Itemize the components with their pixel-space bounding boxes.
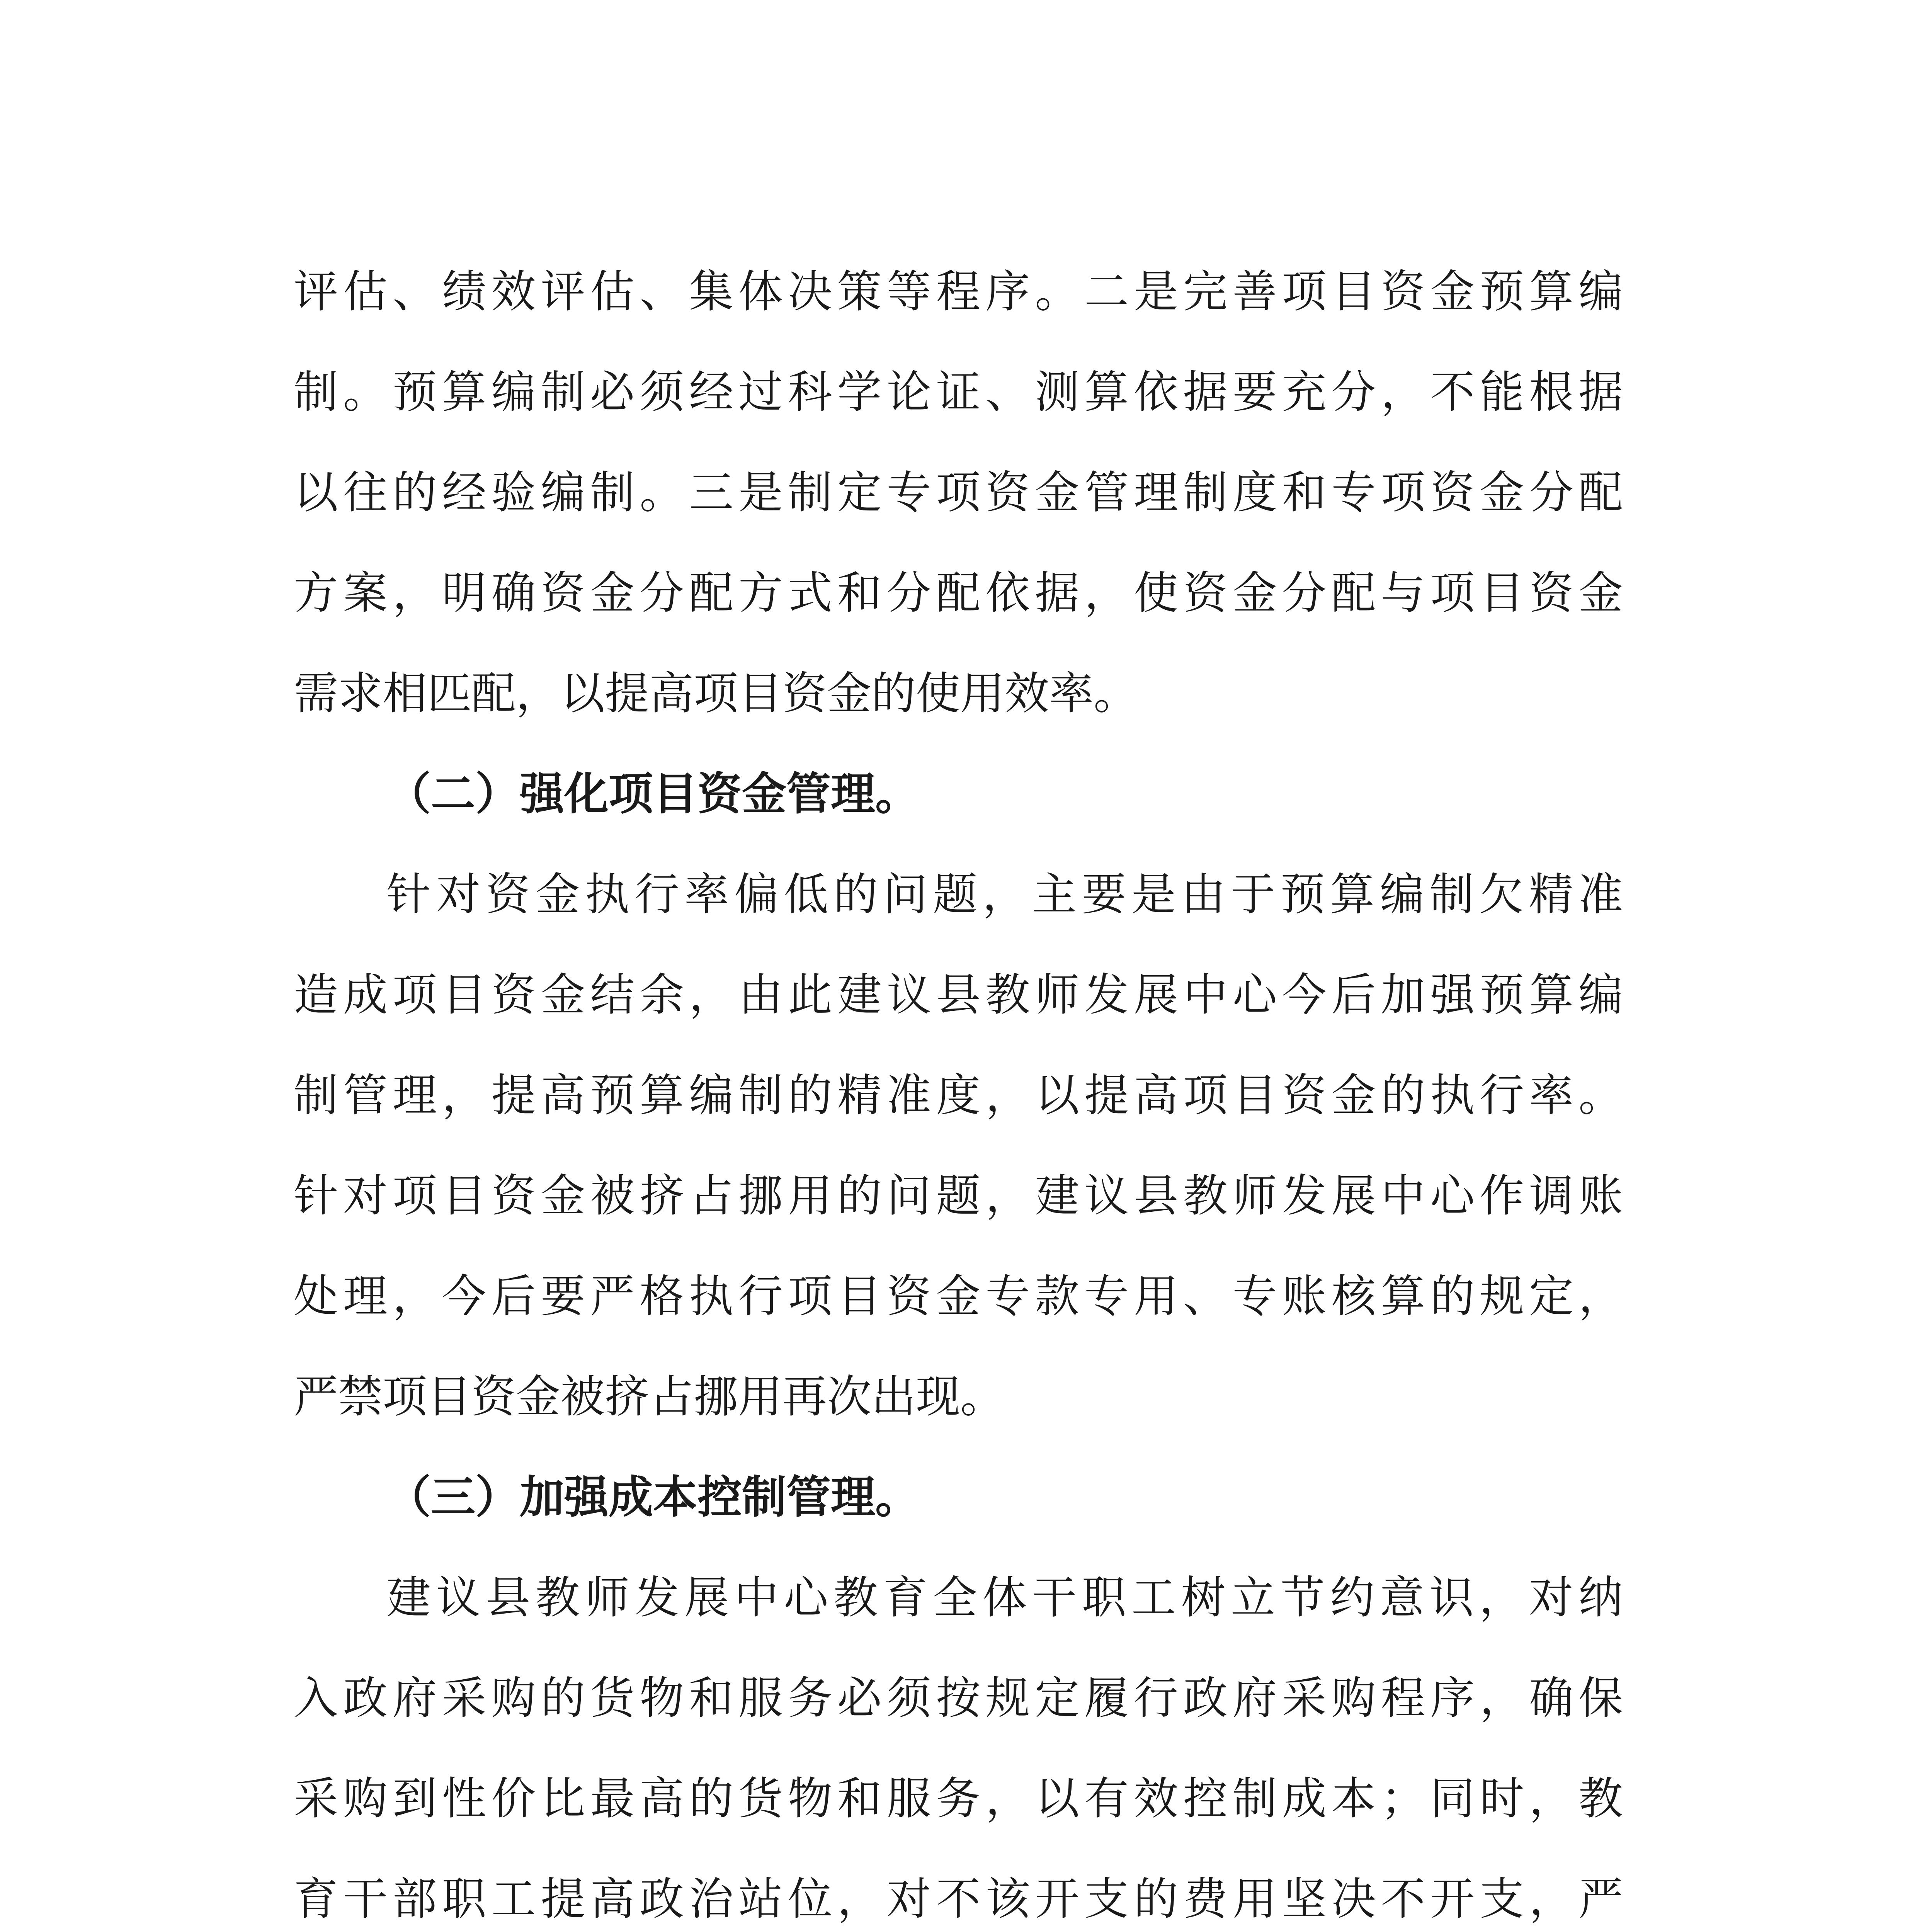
body-text-line: 造成项目资金结余，由此建议县教师发展中心今后加强预算编 bbox=[294, 969, 1623, 1021]
body-text-line: 严禁项目资金被挤占挪用再次出现。 bbox=[294, 1371, 1005, 1423]
body-text-line: 采购到性价比最高的货物和服务，以有效控制成本；同时，教 bbox=[294, 1773, 1623, 1825]
body-text-line: 以往的经验编制。三是制定专项资金管理制度和专项资金分配 bbox=[294, 467, 1623, 519]
section-heading: （三）加强成本控制管理。 bbox=[386, 1471, 920, 1523]
section-heading: （二）强化项目资金管理。 bbox=[386, 768, 920, 820]
body-text-line: 针对项目资金被挤占挪用的问题，建议县教师发展中心作调账 bbox=[294, 1170, 1623, 1222]
body-text-line: 制管理，提高预算编制的精准度，以提高项目资金的执行率。 bbox=[294, 1070, 1623, 1121]
body-text-line: 入政府采购的货物和服务必须按规定履行政府采购程序，确保 bbox=[294, 1672, 1623, 1724]
body-text-line: 评估、绩效评估、集体决策等程序。二是完善项目资金预算编 bbox=[294, 266, 1623, 318]
body-text-line: 方案，明确资金分配方式和分配依据，使资金分配与项目资金 bbox=[294, 567, 1623, 619]
body-text-line: 需求相匹配，以提高项目资金的使用效率。 bbox=[294, 668, 1138, 719]
body-text-line: 育干部职工提高政治站位，对不该开支的费用坚决不开支，严 bbox=[294, 1873, 1623, 1925]
body-text-line: 处理，今后要严格执行项目资金专款专用、专账核算的规定， bbox=[294, 1270, 1623, 1322]
body-text-line: 建议县教师发展中心教育全体干职工树立节约意识，对纳 bbox=[386, 1572, 1623, 1624]
body-text-line: 针对资金执行率偏低的问题，主要是由于预算编制欠精准 bbox=[386, 869, 1623, 920]
body-text-line: 制。预算编制必须经过科学论证、测算依据要充分，不能根据 bbox=[294, 366, 1623, 418]
